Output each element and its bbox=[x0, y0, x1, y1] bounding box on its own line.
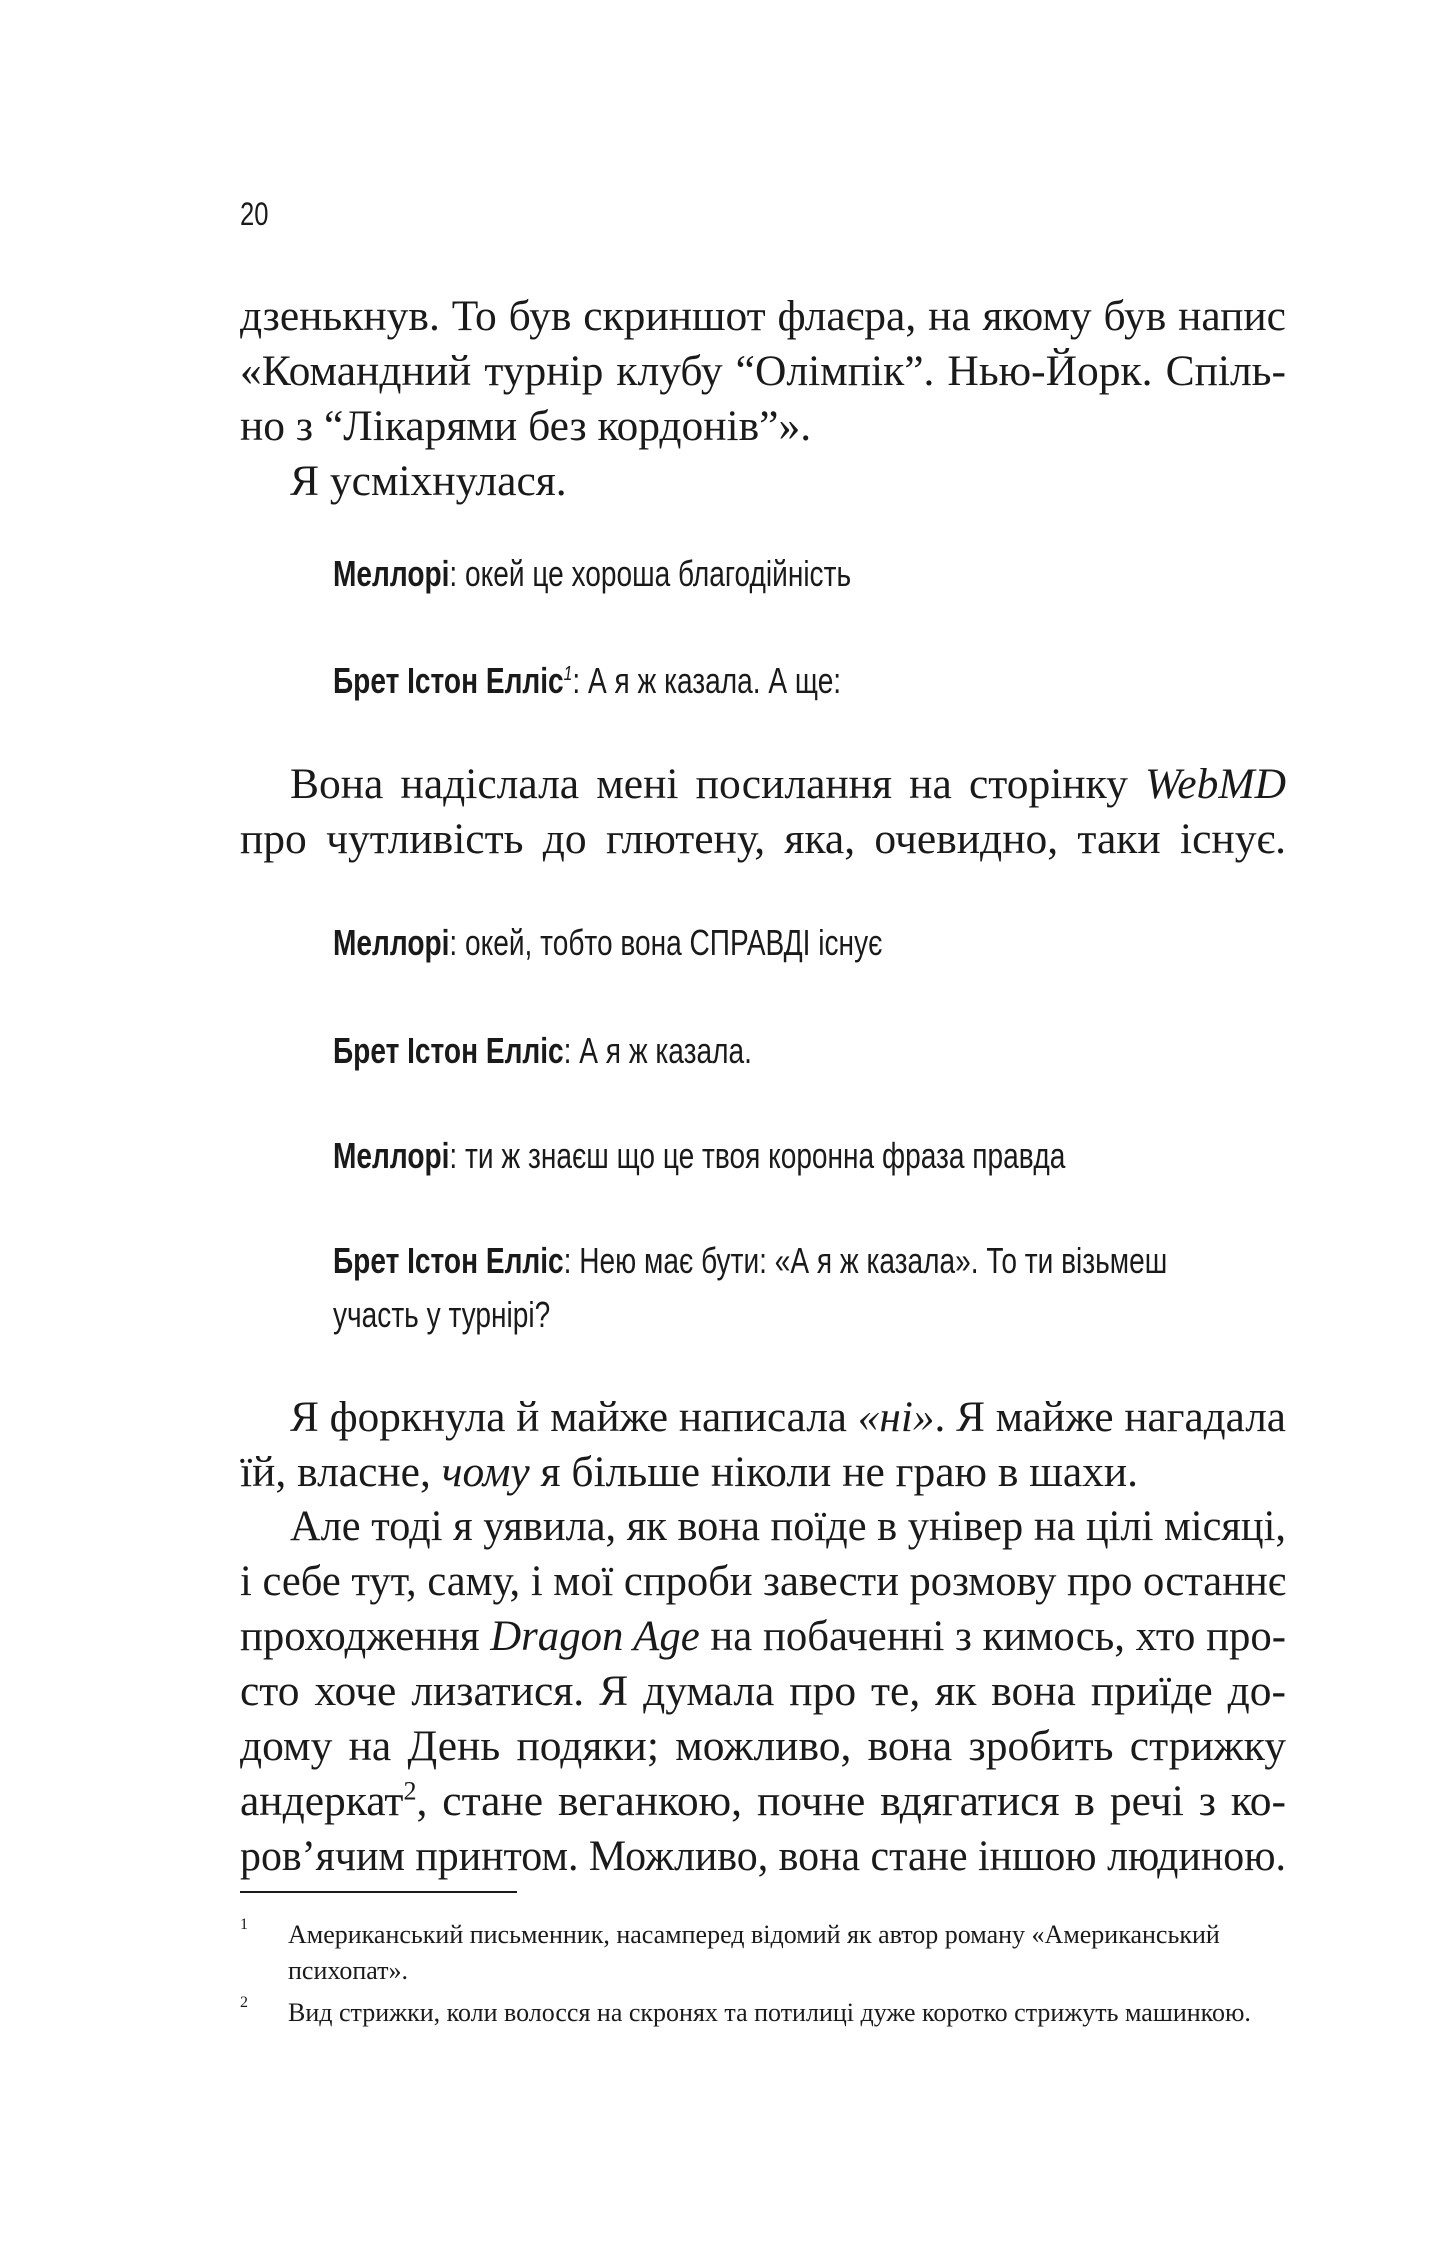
chat-message bbox=[333, 660, 841, 702]
paragraph-line: Вона надіслала мені посилання на сторінку WebMD bbox=[290, 760, 1286, 808]
footnote-mark: 1 bbox=[240, 1916, 248, 1933]
footnote-text: психопат». bbox=[288, 1956, 409, 1985]
paragraph-line: Я усміхнулася. bbox=[290, 457, 567, 505]
chat-text: : ти ж знаєш що це твоя коронна фраза правда bbox=[449, 1135, 1066, 1176]
footnote-separator bbox=[240, 1891, 517, 1893]
paragraph-line: і себе тут, саму, і мої спроби завести розмову про останнє bbox=[240, 1557, 1286, 1605]
chat-text: : окей, тобто вона СПРАВДІ існує bbox=[449, 922, 883, 963]
chat-speaker: Меллорі bbox=[333, 922, 450, 963]
paragraph-line: їй, власне, чому я більше ніколи не граю в шахи. bbox=[240, 1448, 1139, 1496]
page-number: 20 bbox=[240, 196, 269, 232]
paragraph-line: сто хоче лизатися. Я думала про те, як вона приїде до- bbox=[240, 1667, 1286, 1715]
chat-message bbox=[333, 1135, 1065, 1177]
chat-message bbox=[333, 1240, 1167, 1282]
footnote-ref: 2 bbox=[403, 1776, 417, 1806]
paragraph-line: Але тоді я уявила, як вона поїде в універ на цілі місяці, bbox=[290, 1502, 1286, 1550]
paragraph-line: дзенькнув. То був скриншот флаєра, на якому був напис bbox=[240, 292, 1286, 340]
paragraph-line: андеркат$^2$, стане веганкою, почне вдягатися в речі з ко- bbox=[240, 1776, 1286, 1825]
footnote-ref: 1 bbox=[563, 663, 573, 685]
chat-speaker: Меллорі bbox=[333, 553, 450, 594]
footnote-mark: 2 bbox=[240, 1994, 248, 2011]
paragraph-line: «Командний турнір клубу “Олімпік”. Нью-Йорк. Спіль- bbox=[240, 347, 1286, 395]
chat-text: : окей це хороша благодійність bbox=[449, 553, 852, 594]
paragraph-line: проходження Dragon Age на побаченні з кимось, хто про- bbox=[240, 1612, 1286, 1660]
paragraph-line: про чутливість до глютену, яка, очевидно, таки існує. bbox=[240, 815, 1286, 863]
chat-speaker: Меллорі bbox=[333, 1135, 450, 1176]
chat-text: : А я ж казала. bbox=[563, 1030, 752, 1071]
chat-message bbox=[333, 922, 882, 964]
paragraph-line: Я форкнула й майже написала «ні». Я майже нагадала bbox=[290, 1393, 1286, 1441]
footnote-text: Вид стрижки, коли волосся на скронях та потилиці дуже коротко стрижуть машинкою. bbox=[288, 1998, 1251, 2027]
footnote-text: Американський письменник, насамперед відомий як автор роману «Американський bbox=[288, 1920, 1220, 1949]
chat-text: : А я ж казала. А ще: bbox=[572, 660, 842, 701]
chat-message-continued: участь у турнірі? bbox=[333, 1294, 551, 1335]
chat-speaker: Брет Істон Елліс bbox=[333, 1030, 564, 1071]
chat-text: : Нею має бути: «А я ж казала». То ти візьмеш bbox=[563, 1240, 1168, 1281]
chat-message bbox=[333, 1030, 752, 1072]
paragraph-line: но з “Лікарями без кордонів”». bbox=[240, 402, 812, 450]
chat-speaker: Брет Істон Елліс bbox=[333, 1240, 564, 1281]
chat-speaker: Брет Істон Елліс bbox=[333, 660, 564, 701]
paragraph-line: дому на День подяки; можливо, вона зробить стрижку bbox=[240, 1722, 1286, 1770]
chat-message bbox=[333, 553, 851, 595]
paragraph-line: ров’ячим принтом. Можливо, вона стане іншою людиною. bbox=[240, 1832, 1286, 1880]
